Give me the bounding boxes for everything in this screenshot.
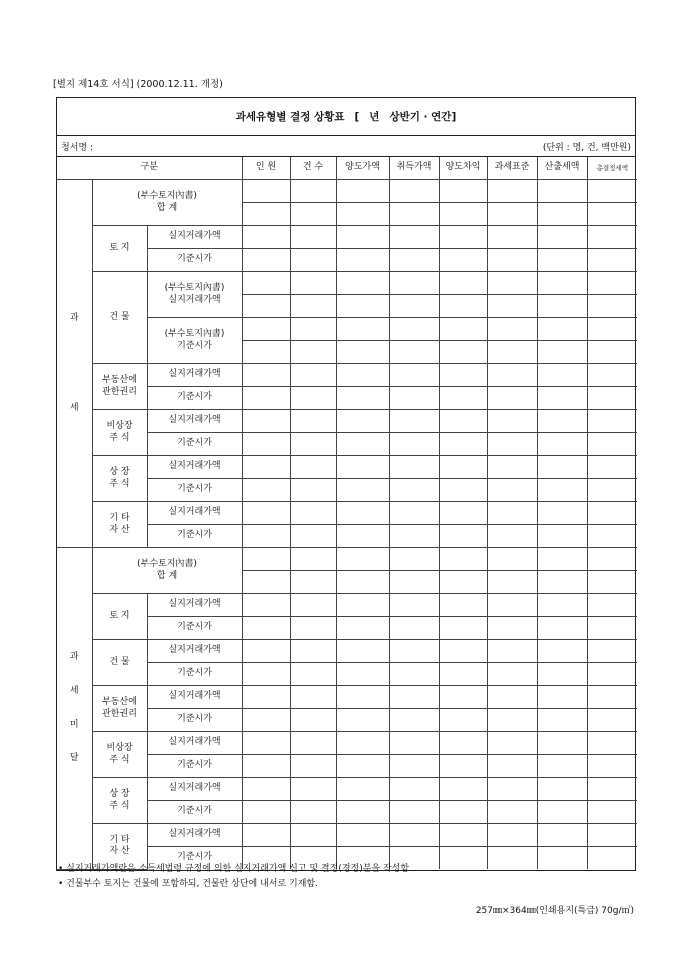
header-row <box>57 157 637 180</box>
label-line: 관한권리 <box>102 386 137 397</box>
label-line: 자 산 <box>109 846 130 857</box>
requester-label: 청서명 : <box>61 142 93 153</box>
row-label-land: 토 지 <box>92 594 147 640</box>
standard-price-label: 기준시가 <box>177 340 212 351</box>
form-title <box>57 98 635 136</box>
land-incl-note: (부수토지內書) <box>137 191 197 202</box>
actual-price-label: 실지거래가액 <box>147 594 242 617</box>
decision-status-form <box>56 97 636 871</box>
actual-price-label: 실지거래가액 <box>147 226 242 249</box>
row-label-land: 토 지 <box>92 226 147 272</box>
row-label-real-estate-rights <box>92 686 147 732</box>
col-persons: 인 원 <box>242 157 290 180</box>
actual-price-label: 실지거래가액 <box>147 364 242 387</box>
label-line: 상 장 <box>109 467 130 478</box>
title-year-unit: 년 <box>369 111 380 123</box>
section-untaxed-char: 미 <box>69 719 79 730</box>
meta-row <box>57 136 635 157</box>
actual-price-label: 실지거래가액 <box>168 294 221 305</box>
total-label: 합 계 <box>156 570 178 581</box>
note-item: • 실지거래가액란은 소득세법령 규정에 의한 실지거래가액 신고 및 결정(경정)분을 작성함 <box>58 864 410 874</box>
label-line: 주 식 <box>109 754 130 765</box>
section-taxed-char: 과 <box>69 312 79 323</box>
col-tax-base: 과세표준 <box>487 157 537 180</box>
standard-price-label: 기준시가 <box>147 387 242 410</box>
title-period: 상반기 · 연간] <box>389 111 457 123</box>
label-line: 비상장 <box>106 421 133 432</box>
section-untaxed-char: 과 <box>69 652 79 662</box>
standard-price-label: 기준시가 <box>147 801 242 824</box>
actual-price-label: 실지거래가액 <box>147 456 242 479</box>
label-line: 부동산에 <box>102 697 137 708</box>
standard-price-label: 기준시가 <box>147 433 242 456</box>
total-label-taxed <box>92 180 242 226</box>
label-line: 주 식 <box>109 432 130 443</box>
title-main: 과세유형별 결정 상황표 <box>235 111 345 123</box>
row-label-unlisted-stock <box>92 410 147 456</box>
title-bracket: [ <box>354 110 360 123</box>
col-transfer-gain: 양도차익 <box>439 157 487 180</box>
actual-price-label: 실지거래가액 <box>147 778 242 801</box>
label-line: 기 타 <box>109 835 130 845</box>
section-taxed-char: 세 <box>69 402 79 413</box>
row-label-building: 건 물 <box>92 272 147 364</box>
standard-price-label: 기준시가 <box>147 663 242 686</box>
col-total-tax: 총결정세액 <box>587 157 637 180</box>
form-number-header: [별지 제14호 서식] (2000.12.11. 개정) <box>53 79 223 90</box>
actual-price-label: 실지거래가액 <box>147 410 242 433</box>
row-label-real-estate-rights <box>92 364 147 410</box>
standard-price-label: 기준시가 <box>147 249 242 272</box>
row-label-unlisted-stock <box>92 732 147 778</box>
col-computed-tax: 산출세액 <box>537 157 587 180</box>
label-line: 비상장 <box>106 743 133 754</box>
land-incl-note: (부수토지內書) <box>164 329 225 340</box>
col-category: 구분 <box>57 157 242 180</box>
actual-price-label: 실지거래가액 <box>147 502 242 525</box>
actual-price-label: 실지거래가액 <box>147 824 242 847</box>
label-line: 주 식 <box>109 800 130 811</box>
actual-price-label: 실지거래가액 <box>147 686 242 709</box>
land-incl-note: (부수토지內書) <box>164 283 225 294</box>
total-label-untaxed <box>92 548 242 594</box>
label-line: 자 산 <box>109 524 130 535</box>
actual-price-label: 실지거래가액 <box>147 732 242 755</box>
standard-price-label: 기준시가 <box>147 847 242 870</box>
row-label-other-assets <box>92 502 147 548</box>
decision-table <box>57 157 637 870</box>
col-transfer-value: 양도가액 <box>336 157 389 180</box>
row-label-listed-stock <box>92 456 147 502</box>
note-item: • 건물부수 토지는 건물에 포함하되, 건물란 상단에 내서로 기재함. <box>58 879 318 889</box>
total-label: 합 계 <box>156 202 178 213</box>
building-standard-label <box>147 318 242 364</box>
paper-spec: 257㎜×364㎜(인쇄용지(특급) 70g/㎡) <box>475 906 634 916</box>
actual-price-label: 실지거래가액 <box>147 640 242 663</box>
label-line: 상 장 <box>109 789 130 800</box>
section-untaxed-char: 세 <box>69 685 79 696</box>
standard-price-label: 기준시가 <box>147 755 242 778</box>
section-untaxed-char: 달 <box>69 753 79 764</box>
col-cases: 건 수 <box>290 157 336 180</box>
standard-price-label: 기준시가 <box>147 525 242 548</box>
label-line: 관한권리 <box>102 708 137 719</box>
label-line: 주 식 <box>109 478 130 489</box>
section-taxed <box>57 180 92 548</box>
unit-note: (단위 : 명, 건, 백만원) <box>542 142 631 153</box>
building-actual-label <box>147 272 242 318</box>
notes <box>58 862 409 892</box>
col-acquisition-value: 취득가액 <box>389 157 439 180</box>
label-line: 기 타 <box>109 513 130 524</box>
label-line: 부동산에 <box>102 375 137 386</box>
standard-price-label: 기준시가 <box>147 617 242 640</box>
row-label-listed-stock <box>92 778 147 824</box>
section-untaxed <box>57 548 92 870</box>
row-label-building: 건 물 <box>92 640 147 686</box>
standard-price-label: 기준시가 <box>147 709 242 732</box>
land-incl-note: (부수토지內書) <box>137 559 197 570</box>
standard-price-label: 기준시가 <box>147 479 242 502</box>
